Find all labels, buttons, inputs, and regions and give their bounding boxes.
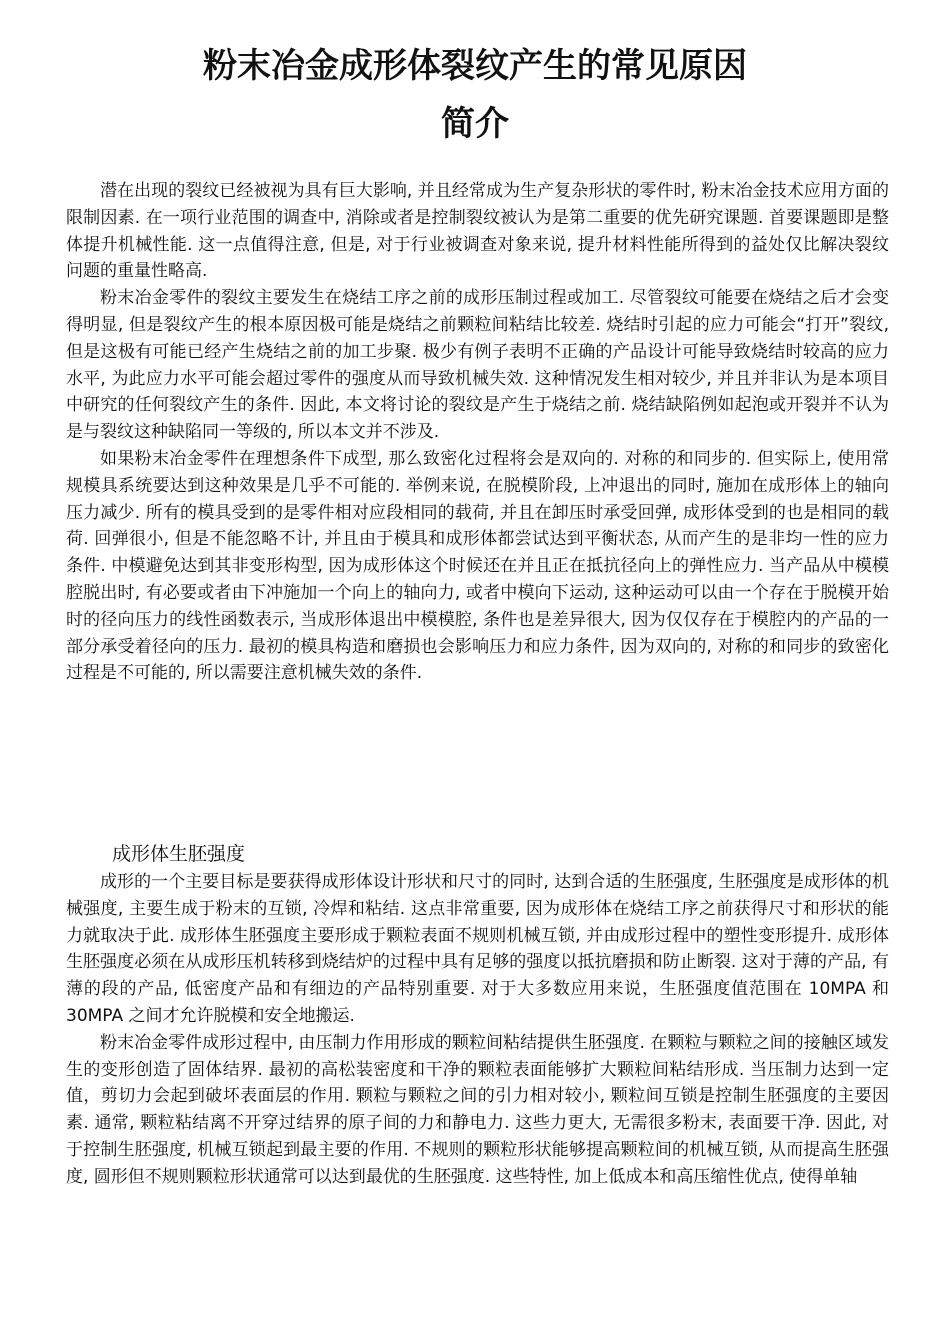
intro-paragraph: 粉末冶金零件的裂纹主要发生在烧结工序之前的成形压制过程或加工. 尽管裂纹可能要在烧结之后才会变得明显, 但是裂纹产生的根本原因极可能是烧结之前颗粒间粘结比较差. 烧结时引起的应力可能会“打开”裂纹, 但是这极有可能已经产生烧结之前的加工步聚. 极少有例子表明不正确的产品设计可能导致烧结时较高的应力水平, 为此应力水平可能会超过零件的强度从而导致机械失效. 这种情况发生相对较少, 并且并非认为是本项目中研究的任何裂纹产生的条件. 因此, 本文将讨论的裂纹是产生于烧结之前. 烧结缺陷例如起泡或开裂并不认为是与裂纹这种缺陷同一等级的, 所以本文并不涉及.: [66, 288, 889, 443]
intro-paragraph: 潜在出现的裂纹已经被视为具有巨大影响, 并且经常成为生产复杂形状的零件时, 粉末冶金技术应用方面的限制因素. 在一项行业范围的调查中, 消除或者是控制裂纹被认为是第二重要的优先研究课题. 首要课题即是整体提升机械性能. 这一点值得注意, 但是, 对于行业被调查对象来说, 提升材料性能所得到的益处仅比解决裂纹问题的重量性略高.: [66, 181, 889, 282]
section-heading: 成形体生胚强度: [112, 843, 246, 865]
document-title: 粉末冶金成形体裂纹产生的常见原因: [203, 46, 747, 86]
section-paragraph: 粉末冶金零件成形过程中, 由压制力作用形成的颗粒间粘结提供生胚强度. 在颗粒与颗粒之间的接触区域发生的变形创造了固体结界. 最初的高松装密度和干净的颗粒表面能够扩大颗粒间粘结形成. 当压制力达到一定值，剪切力会起到破坏表面层的作用. 颗粒与颗粒之间的引力相对较小, 颗粒间互锁是控制生胚强度的主要因素. 通常, 颗粒粘结离不开穿过结界的原子间的力和静电力. 这些力更大, 无需很多粉末, 表面要干净. 因此, 对于控制生胚强度, 机械互锁起到最主要的作用. 不规则的颗粒形状能够提高颗粒间的机械互锁, 从而提高生胚强度, 圆形但不规则颗粒形状通常可以达到最优的生胚强度. 这些特性, 加上低成本和高压缩性优点, 使得单轴: [66, 1032, 889, 1187]
intro-section: [66, 178, 889, 687]
document-subtitle: 简介: [441, 104, 509, 144]
intro-paragraph: 如果粉末冶金零件在理想条件下成型, 那么致密化过程将会是双向的. 对称的和同步的. 但实际上, 使用常规模具系统要达到这种效果是几乎不可能的. 举例来说, 在脱模阶段, 上冲退出的同时, 施加在成形体上的轴向压力减少. 所有的模具受到的是零件相对应段相同的载荷, 并且在卸压时承受回弹, 成形体受到的也是相同的载荷. 回弹很小, 但是不能忽略不计, 并且由于模具和成形体都尝试达到平衡状态, 从而产生的是非均一性的应力条件. 中模避免达到其非变形构型, 因为成形体这个时候还在并且正在抵抗径向上的弹性应力. 当产品从中模模腔脱出时, 有必要或者由下冲施加一个向上的轴向力, 或者中模向下运动, 这种运动可以由一个存在于脱模开始时的径向压力的线性函数表示, 当成形体退出中模模腔, 条件也是差异很大, 因为仅仅存在于模腔内的产品的一部分承受着径向的压力. 最初的模具构造和磨损也会影响压力和应力条件, 因为双向的, 对称的和同步的致密化过程是不可能的, 所以需要注意机械失效的条件.: [66, 448, 889, 684]
section-paragraph: 成形的一个主要目标是要获得成形体设计形状和尺寸的同时, 达到合适的生胚强度, 生胚强度是成形体的机械强度, 主要生成于粉末的互锁, 冷焊和粘结. 这点非常重要, 因为成形体在烧结工序之前获得尺寸和形状的能力就取决于此. 成形体生胚强度主要形成于颗粒表面不规则机械互锁, 并由成形过程中的塑性变形提升. 成形体生胚强度必须在从成形压机转移到烧结炉的过程中具有足够的强度以抵抗磨损和防止断裂. 这对于薄的产品, 有薄的段的产品, 低密度产品和有细边的产品特别重要. 对于大多数应用来说，生胚强度值范围在 10MPA 和 30MPA 之间才允许脱模和安全地搬运.: [66, 872, 889, 1026]
green-strength-section: [66, 869, 889, 1191]
